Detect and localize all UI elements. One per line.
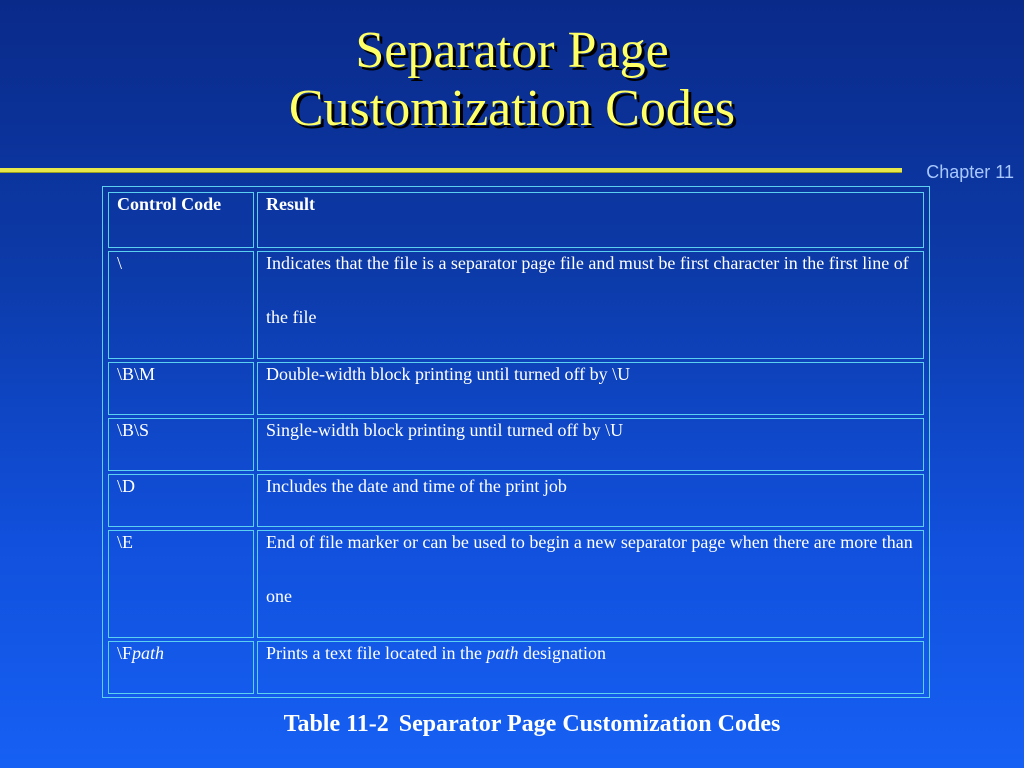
slide-title	[0, 22, 1024, 138]
table-cell-code: \D	[108, 474, 254, 527]
table-row	[108, 530, 924, 638]
header-control-code: Control Code	[108, 192, 254, 248]
slide-title-line-2: Customization Codes	[288, 80, 736, 137]
table-cell-result: Indicates that the file is a separator page file and must be first character in the first line of the file	[257, 251, 924, 359]
table-cell-code: \B\M	[108, 362, 254, 415]
caption-number: Table 11-2	[283, 711, 389, 737]
table-cell-result: Includes the date and time of the print job	[257, 474, 924, 527]
caption-text: Separator Page Customization Codes	[398, 711, 781, 737]
table-cell-code: \E	[108, 530, 254, 638]
control-codes-table	[102, 186, 930, 698]
title-divider	[0, 168, 902, 173]
table-row	[108, 641, 924, 694]
table-cell-code: \	[108, 251, 254, 359]
table-cell-result: Single-width block printing until turned off by \U	[257, 418, 924, 471]
table-cell-result: End of file marker or can be used to begin a new separator page when there are more than one	[257, 530, 924, 638]
table-cell-code: \Fpath	[108, 641, 254, 694]
table-cell-code: \B\S	[108, 418, 254, 471]
header-result: Result	[257, 192, 924, 248]
slide-title-line-1: Separator Page	[355, 22, 669, 79]
table-cell-result: Double-width block printing until turned off by \U	[257, 362, 924, 415]
table-caption	[0, 708, 1024, 740]
table-row	[108, 251, 924, 359]
chapter-label: Chapter 11	[926, 162, 1014, 182]
table-cell-result: Prints a text file located in the path designation	[257, 641, 924, 694]
